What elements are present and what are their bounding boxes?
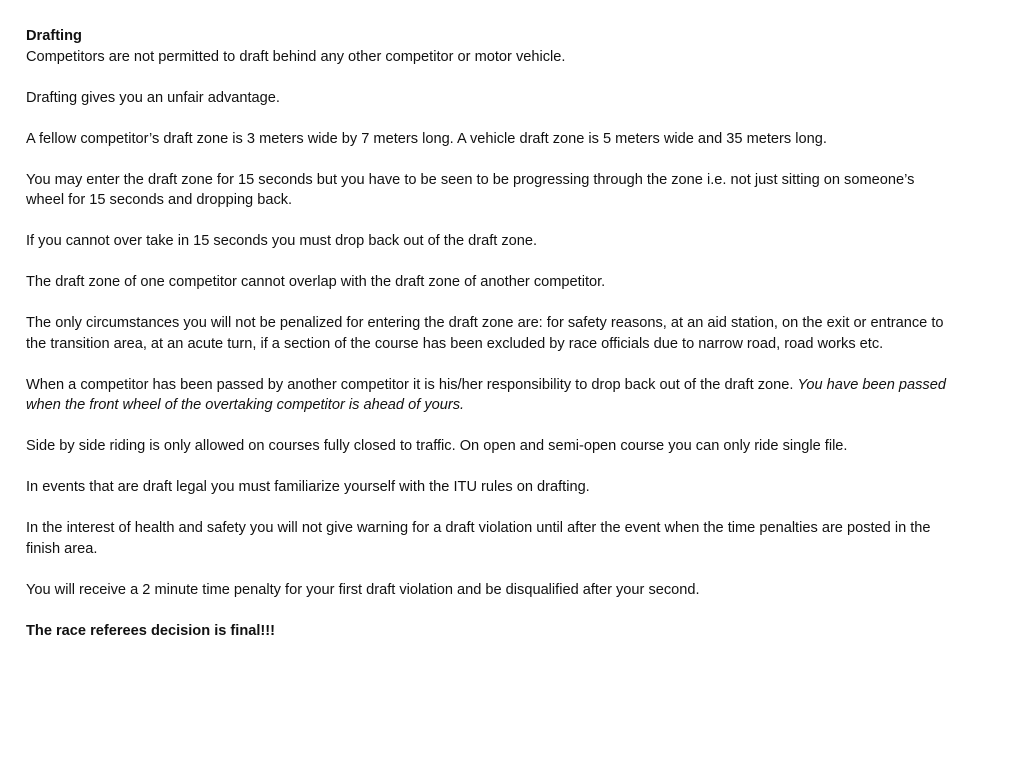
document-page [26, 26, 946, 641]
intro-paragraph: Competitors are not permitted to draft behind any other competitor or motor vehicle. [26, 48, 566, 65]
paragraph-penalty: You will receive a 2 minute time penalty for your first draft violation and be disqualified after your second. [26, 581, 700, 598]
paragraph-health-safety: In the interest of health and safety you will not give warning for a draft violation until after the event when the time penalties are posted in the finish area. [26, 520, 931, 557]
paragraph-overlap: The draft zone of one competitor cannot overlap with the draft zone of another competitor. [26, 274, 606, 290]
paragraph-side-by-side: Side by side riding is only allowed on courses fully closed to traffic. On open and semi-open course you can only ride single file. [26, 438, 848, 454]
passed-italic-note: You have been passed when the front wheel of the overtaking competitor is ahead of yours. [26, 376, 946, 413]
paragraph-drop-back: If you cannot over take in 15 seconds you must drop back out of the draft zone. [26, 233, 538, 249]
document-heading: Drafting [26, 28, 82, 44]
paragraph-unfair-advantage: Drafting gives you an unfair advantage. [26, 89, 280, 106]
paragraph-passed [26, 375, 946, 416]
paragraph-15-seconds: You may enter the draft zone for 15 seconds but you have to be seen to be progressing through the zone i.e. not just sitting on someone’s wheel for 15 seconds and dropping back. [26, 171, 915, 208]
final-statement: The race referees decision is final!!! [26, 622, 275, 639]
paragraph-exceptions: The only circumstances you will not be penalized for entering the draft zone are: for safety reasons, at an aid station, on the exit or entrance to the transition area, at an acute turn, if a section of the course has been excluded by race officials due to narrow road, road works etc. [26, 315, 944, 352]
paragraph-draft-zone-size: A fellow competitor’s draft zone is 3 meters wide by 7 meters long. A vehicle draft zone is 5 meters wide and 35 meters long. [26, 130, 827, 147]
paragraph-itu-rules: In events that are draft legal you must familiarize yourself with the ITU rules on drafting. [26, 479, 590, 495]
passed-text: When a competitor has been passed by another competitor it is his/her responsibility to drop back out of the draft zone. [26, 376, 794, 393]
